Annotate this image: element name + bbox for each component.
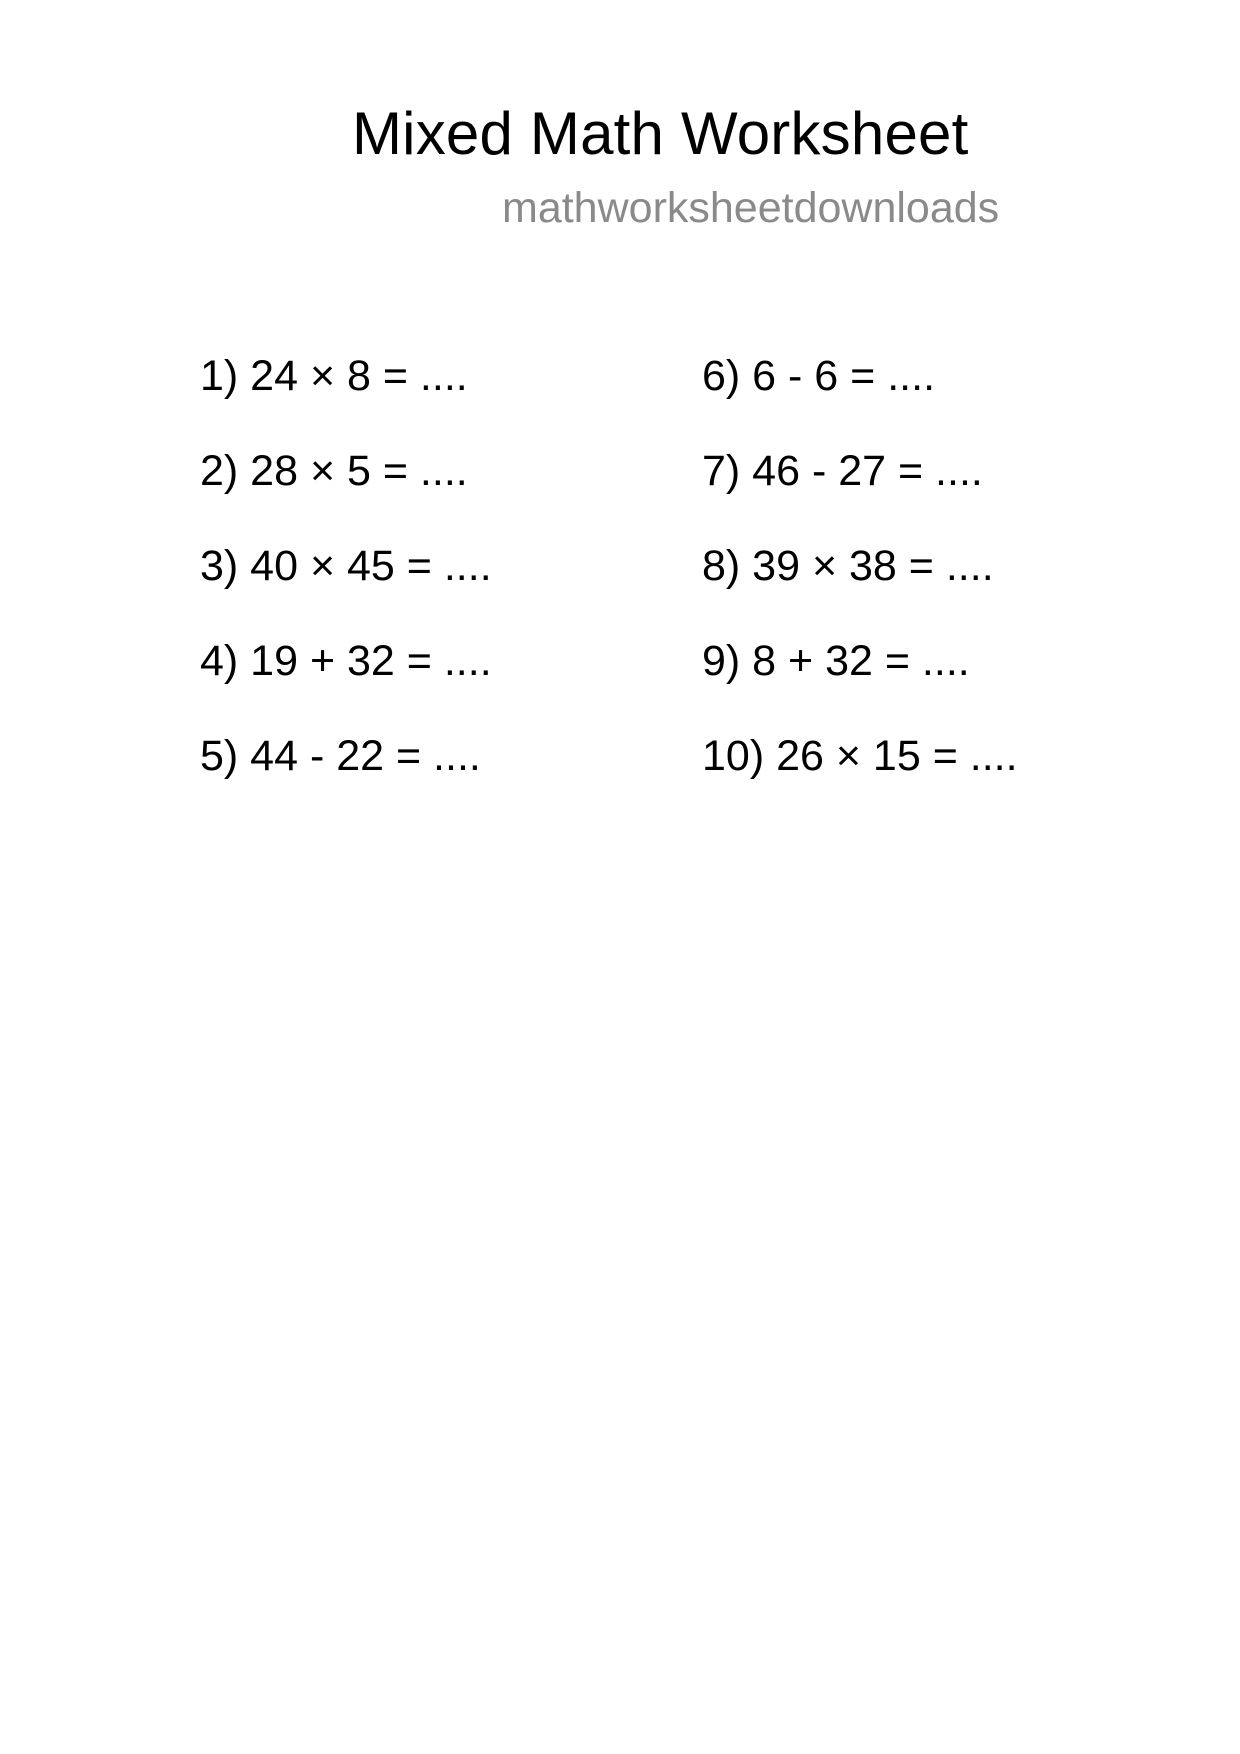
problem-8: 8) 39 × 38 = .... bbox=[702, 542, 994, 590]
problem-7: 7) 46 - 27 = .... bbox=[702, 447, 983, 495]
problem-3: 3) 40 × 45 = .... bbox=[200, 542, 492, 590]
worksheet-title: Mixed Math Worksheet bbox=[352, 100, 969, 167]
problems-column-right bbox=[702, 352, 1018, 827]
problem-1: 1) 24 × 8 = .... bbox=[200, 352, 468, 400]
problem-5: 5) 44 - 22 = .... bbox=[200, 732, 481, 780]
problem-9: 9) 8 + 32 = .... bbox=[702, 637, 970, 685]
problem-4: 4) 19 + 32 = .... bbox=[200, 637, 492, 685]
problem-10: 10) 26 × 15 = .... bbox=[702, 732, 1018, 780]
worksheet-subtitle: mathworksheetdownloads bbox=[502, 184, 1000, 232]
problem-2: 2) 28 × 5 = .... bbox=[200, 447, 468, 495]
problems-column-left bbox=[200, 352, 492, 827]
problem-6: 6) 6 - 6 = .... bbox=[702, 352, 936, 400]
